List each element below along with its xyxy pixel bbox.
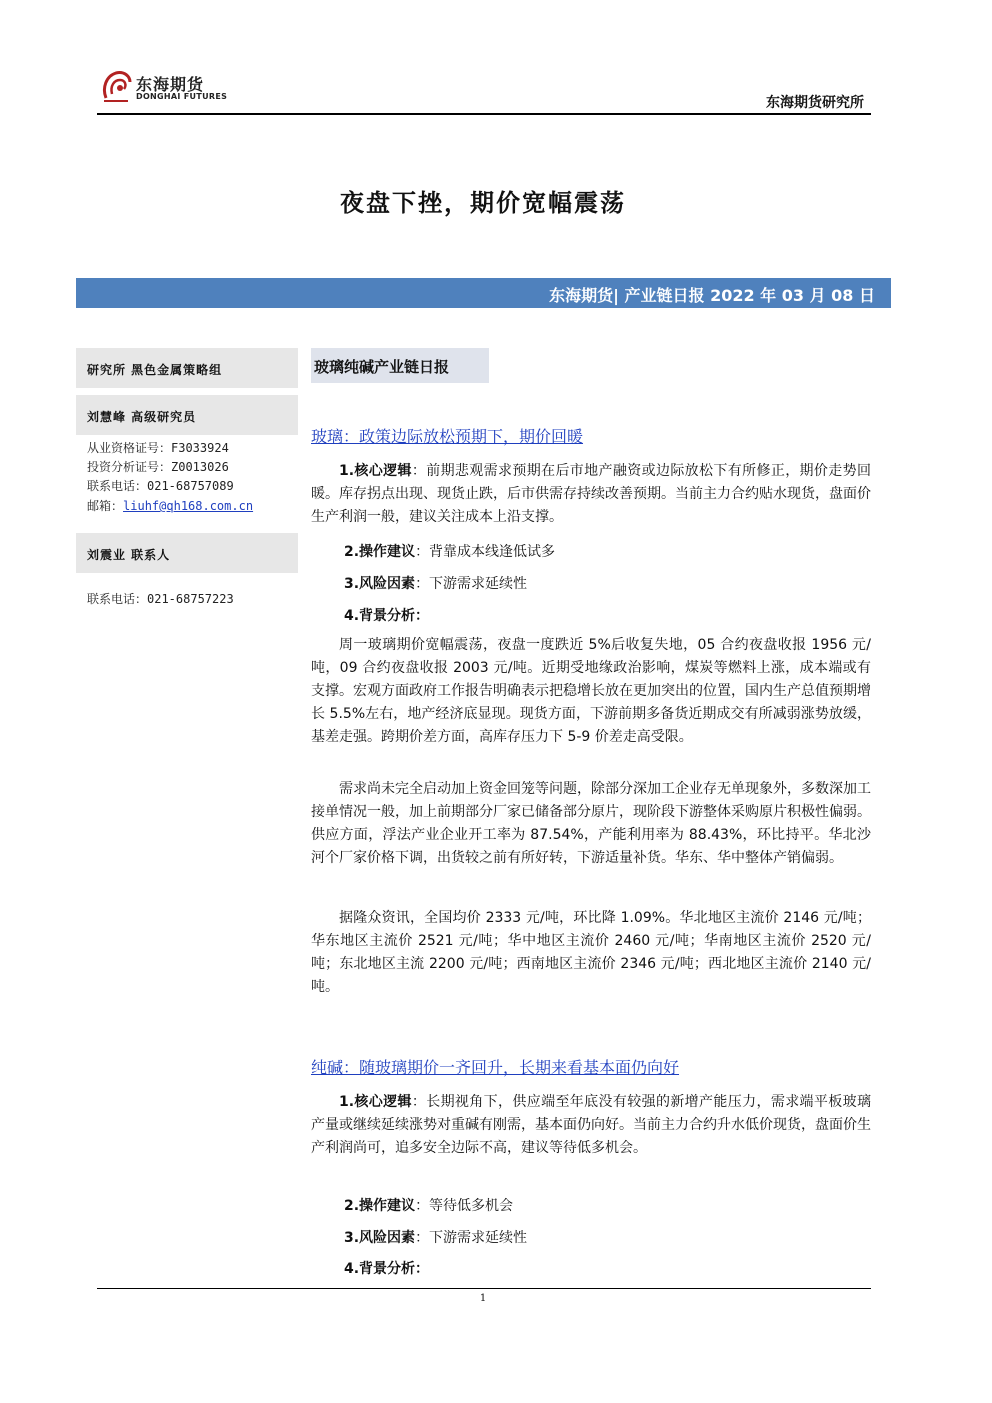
soda-logic-label: 1.核心逻辑: [339, 1094, 412, 1110]
logo-text-en: DONGHAI FUTURES: [136, 92, 228, 101]
dragon-logo-icon: [100, 68, 134, 104]
glass-risk-label: 3.风险因素: [344, 576, 416, 592]
soda-risk-text: ：下游需求延续性: [415, 1230, 528, 1246]
glass-risk: [344, 573, 527, 593]
soda-heading[interactable]: 纯碱：随玻璃期价一齐回升，长期来看基本面仍向好: [311, 1058, 680, 1077]
glass-logic-label: 1.核心逻辑: [339, 463, 412, 479]
analyst1-bar: [76, 395, 298, 435]
header-divider: [97, 113, 871, 115]
dept-bar: [76, 348, 298, 388]
footer-divider: [97, 1288, 871, 1289]
glass-op: [344, 541, 555, 561]
glass-logic: [311, 460, 871, 529]
banner-text: 东海期货| 产业链日报 2022 年 03 月 08 日: [549, 286, 875, 305]
email-label: 邮箱：: [87, 499, 124, 513]
analyst2-label: 刘震业 联系人: [87, 548, 171, 562]
institute-name: 东海期货研究所: [766, 95, 864, 111]
glass-bg-label: 4.背景分析：: [344, 608, 430, 624]
dept-label: 研究所 黑色金属策略组: [87, 363, 223, 377]
soda-bg-label: 4.背景分析：: [344, 1261, 430, 1277]
soda-op-text: ：等待低多机会: [415, 1198, 514, 1214]
glass-heading[interactable]: 玻璃：政策边际放松预期下，期价回暖: [311, 427, 584, 446]
glass-logic-text: ：前期悲观需求预期在后市地产融资或边际放松下有所修正，期价走势回暖。库存拐点出现、现货止跌，后市供需存持续改善预期。当前主力合约贴水现货，盘面价生产利润一般，建议关注成本上沿支撑。: [311, 463, 871, 525]
company-logo: [100, 68, 230, 108]
soda-risk-label: 3.风险因素: [344, 1230, 416, 1246]
soda-risk: [344, 1227, 527, 1247]
soda-logic: [311, 1091, 871, 1160]
glass-risk-text: ：下游需求延续性: [415, 576, 528, 592]
cert1: 从业资格证号：F3033924: [87, 441, 229, 455]
glass-para-1: 周一玻璃期价宽幅震荡，夜盘一度跌近 5%后收复失地，05 合约夜盘收报 1956 元/吨，09 合约夜盘收报 2003 元/吨。近期受地缘政治影响，煤炭等燃料上涨，成本端或有支撑。宏观方面政府工作报告明确表示把稳增长放在更加突出的位置，国内生产总值预期增长 5.5%左右，地产经济底显现。现货方面，下游前期多备货近期成交有所减弱涨势放缓，基差走强。跨期价差方面，高库存压力下 5-9 价差走高受限。: [311, 637, 871, 745]
report-banner: [76, 278, 891, 308]
glass-op-text: ：背靠成本线逢低试多: [415, 544, 556, 560]
phone1: 联系电话：021-68757089: [87, 479, 234, 493]
glass-para-2: 需求尚未完全启动加上资金回笼等问题，除部分深加工企业存无单现象外，多数深加工接单情况一般，加上前期部分厂家已储备部分原片，现阶段下游整体采购原片积极性偏弱。供应方面，浮法产业企业开工率为 87.54%，产能利用率为 88.43%，环比持平。华北沙河个厂家价格下调，出货较之前有所好转，下游适量补货。华东、华中整体产销偏弱。: [311, 781, 871, 866]
report-tag: [311, 348, 489, 383]
soda-op: [344, 1195, 513, 1215]
email-line: [87, 497, 253, 514]
report-title: 夜盘下挫，期价宽幅震荡: [340, 189, 626, 217]
logo-text-cn: 东海期货: [136, 75, 205, 94]
glass-para-3: 据隆众资讯，全国均价 2333 元/吨，环比降 1.09%。华北地区主流价 2146 元/吨；华东地区主流价 2521 元/吨；华中地区主流价 2460 元/吨；华南地区主流价 2520 元/吨；东北地区主流 2200 元/吨；西南地区主流价 2346 元/吨；西北地区主流价 2140 元/吨。: [311, 910, 871, 995]
analyst2-bar: [76, 533, 298, 573]
cert2: 投资分析证号：Z0013026: [87, 460, 229, 474]
soda-op-label: 2.操作建议: [344, 1198, 416, 1214]
soda-bg: [344, 1258, 429, 1278]
phone2: 联系电话：021-68757223: [87, 592, 234, 606]
email-link[interactable]: liuhf@qh168.com.cn: [123, 499, 254, 513]
glass-bg: [344, 605, 429, 625]
glass-op-label: 2.操作建议: [344, 544, 416, 560]
page-number: 1: [479, 1293, 487, 1304]
analyst1-label: 刘慧峰 高级研究员: [87, 410, 197, 424]
soda-logic-text: ：长期视角下，供应端至年底没有较强的新增产能压力，需求端平板玻璃产量或继续延续涨势对重碱有刚需，基本面仍向好。当前主力合约升水低价现货，盘面价生产利润尚可，追多安全边际不高，建议等待低多机会。: [311, 1094, 871, 1156]
report-tag-text: 玻璃纯碱产业链日报: [314, 358, 450, 376]
